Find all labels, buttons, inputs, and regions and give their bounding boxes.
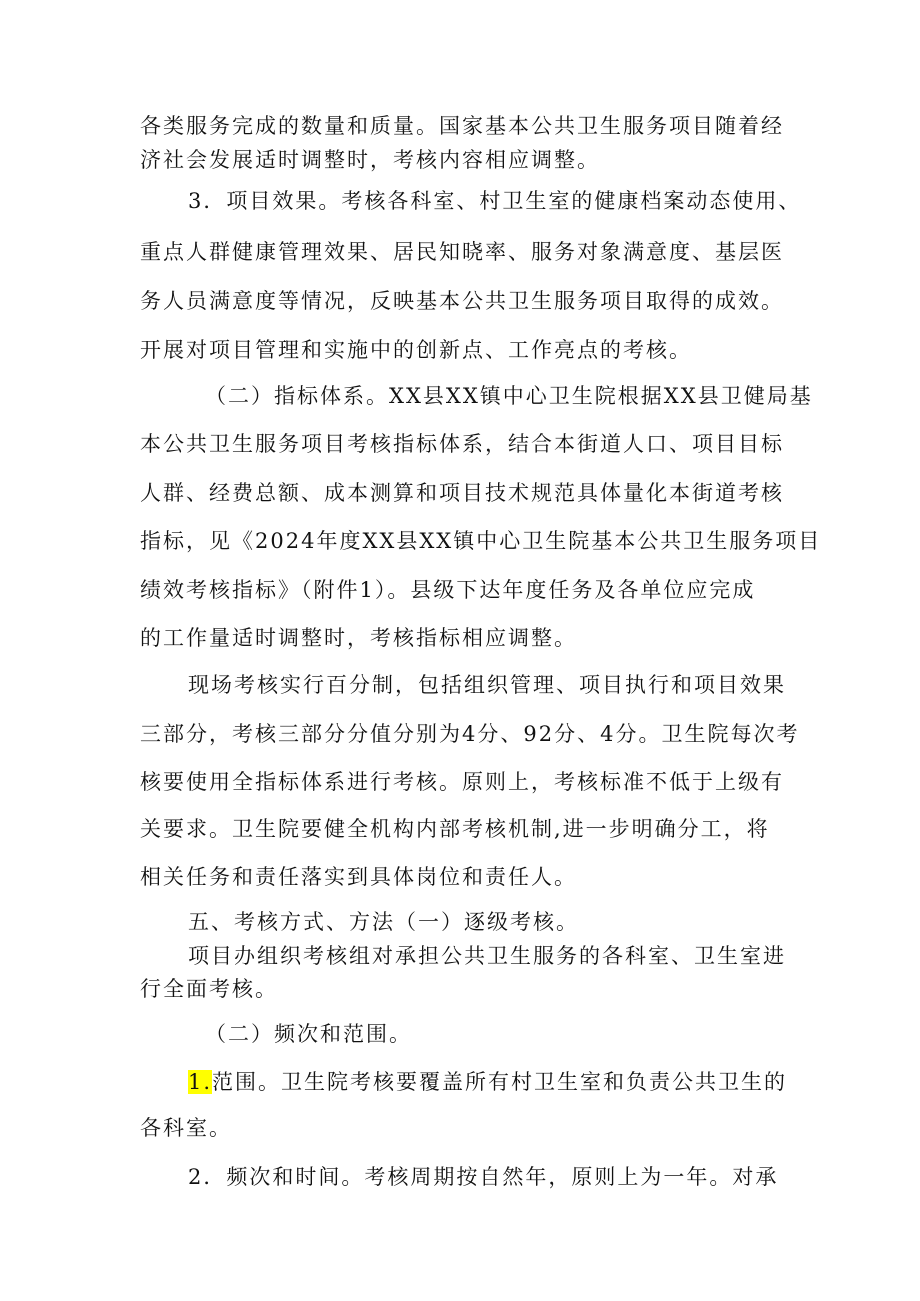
text-line: （二）指标体系。XX县XX镇中心卫生院根据XX县卫健局基 (205, 384, 813, 408)
text-line: 的工作量适时调整时，考核指标相应调整。 (140, 626, 577, 650)
text-line: 核要使用全指标体系进行考核。原则上，考核标准不低于上级有 (140, 770, 784, 794)
text-line: 2．频次和时间。考核周期按自然年，原则上为一年。对承 (188, 1165, 779, 1189)
text-line: 各类服务完成的数量和质量。国家基本公共卫生服务项目随着经 (140, 114, 784, 138)
text-line: 现场考核实行百分制，包括组织管理、项目执行和项目效果 (188, 673, 786, 697)
text-line: 务人员满意度等情况，反映基本公共卫生服务项目取得的成效。 (140, 289, 784, 313)
text-line: 关要求。卫生院要健全机构内部考核机制,进一步明确分工，将 (140, 817, 770, 841)
text-line: 项目办组织考核组对承担公共卫生服务的各科室、卫生室进 (188, 944, 786, 968)
text-line: 相关任务和责任落实到具体岗位和责任人。 (140, 865, 577, 889)
highlighted-number: 1. (188, 1070, 213, 1094)
section-heading: 五、考核方式、方法（一）逐级考核。 (188, 910, 579, 934)
text-line: 开展对项目管理和实施中的创新点、工作亮点的考核。 (140, 338, 692, 362)
text-line: 各科室。 (140, 1116, 232, 1140)
text-line: 三部分，考核三部分分值分别为4分、92分、4分。卫生院每次考 (140, 722, 800, 746)
text-line: 本公共卫生服务项目考核指标体系，结合本街道人口、项目目标 (140, 432, 784, 456)
text-line: 3．项目效果。考核各科室、村卫生室的健康档案动态使用、 (188, 189, 802, 213)
text-line: 指标，见《2024年度XX县XX镇中心卫生院基本公共卫生服务项目 (140, 529, 822, 553)
text-line: 人群、经费总额、成本测算和项目技术规范具体量化本街道考核 (140, 481, 784, 505)
text-line: 绩效考核指标》（附件1）。县级下达年度任务及各单位应完成 (140, 578, 756, 602)
text-line-body: 范围。卫生院考核要覆盖所有村卫生室和负责公共卫生的 (212, 1070, 788, 1094)
text-line: 行全面考核。 (140, 977, 278, 1001)
text-line: 济社会发展适时调整时，考核内容相应调整。 (140, 148, 600, 172)
text-line (188, 1066, 787, 1096)
text-line: 重点人群健康管理效果、居民知晓率、服务对象满意度、基层医 (140, 240, 784, 264)
subsection-heading: （二）频次和范围。 (205, 1022, 412, 1046)
